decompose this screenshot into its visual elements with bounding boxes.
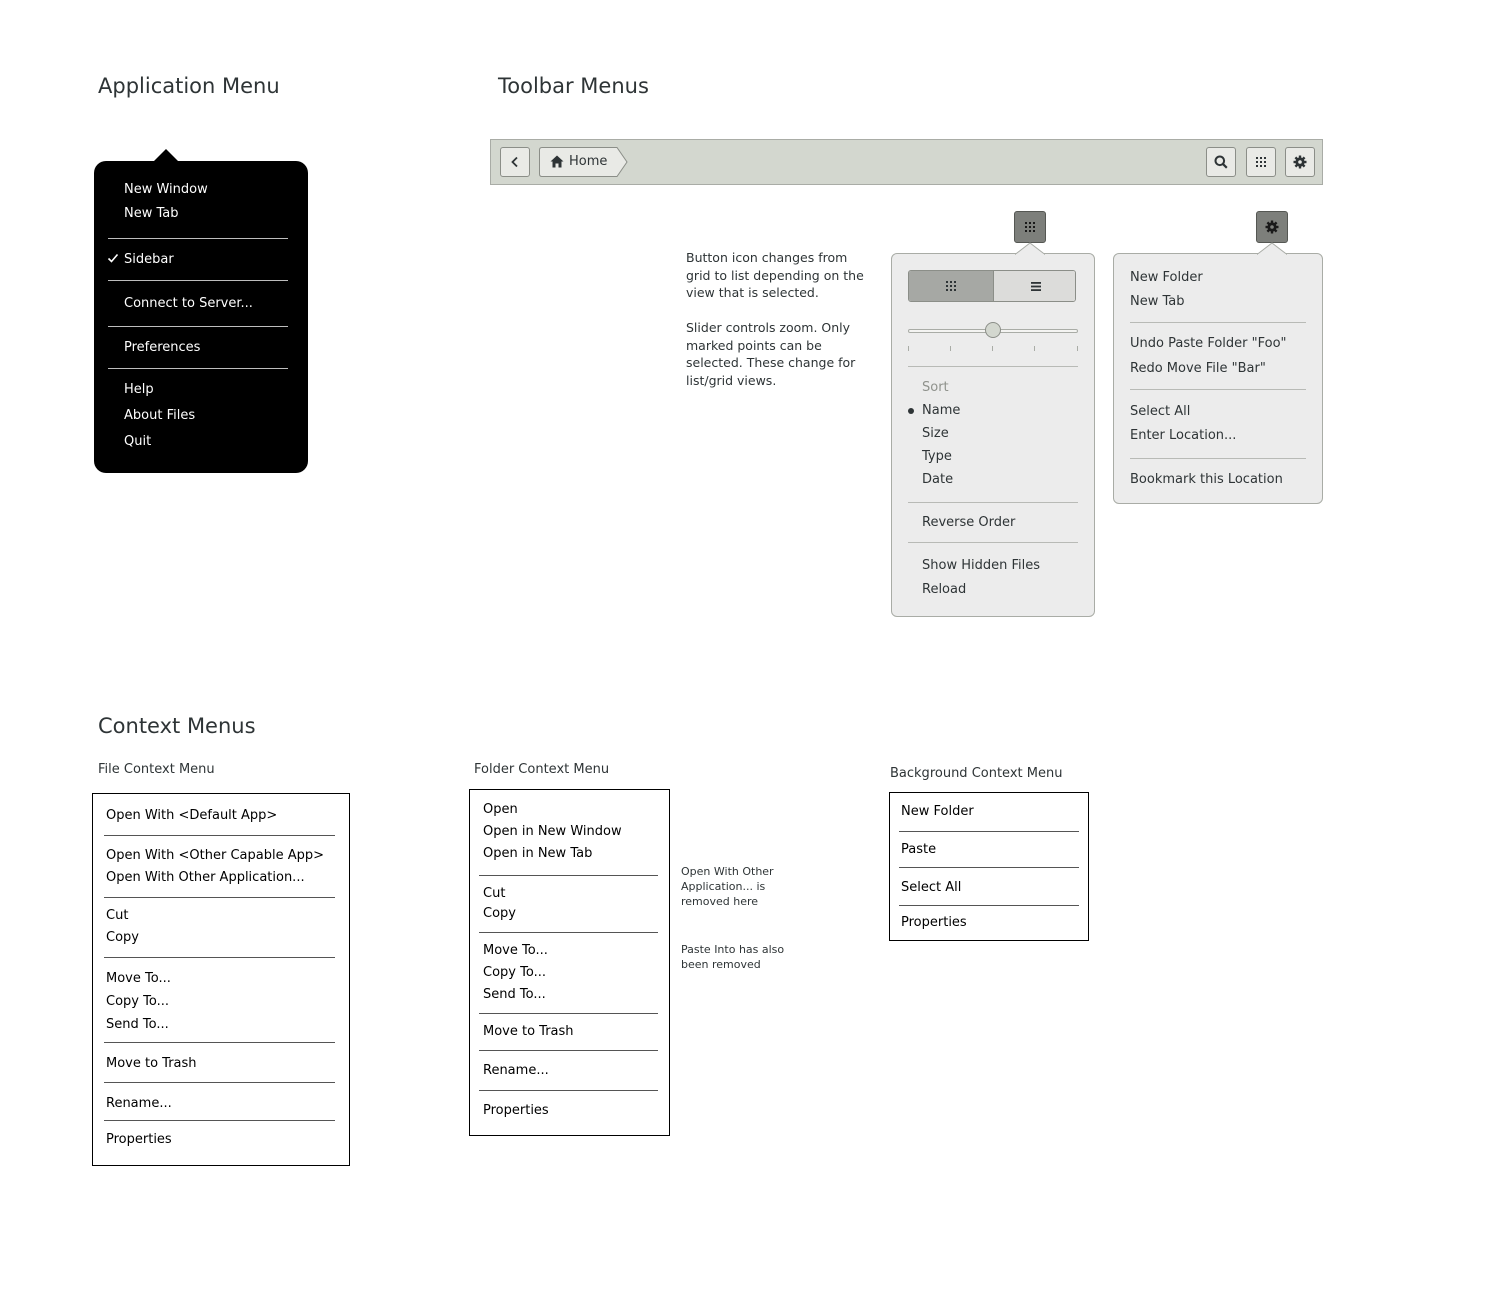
reload-item[interactable]: Reload: [922, 582, 967, 597]
sort-by-type[interactable]: Type: [922, 449, 952, 464]
search-button[interactable]: [1206, 147, 1236, 177]
separator: [104, 1042, 335, 1043]
search-icon: [1214, 155, 1228, 169]
folder-item-open-new-tab[interactable]: Open in New Tab: [483, 846, 593, 861]
menu-item-sidebar[interactable]: Sidebar: [124, 252, 174, 267]
menu-item-about-files[interactable]: About Files: [124, 408, 196, 423]
folder-item-open-new-window[interactable]: Open in New Window: [483, 824, 622, 839]
separator: [899, 905, 1079, 906]
toolbar: [490, 139, 1323, 185]
file-context-menu: [92, 793, 350, 1166]
separator: [479, 932, 658, 933]
folder-item-copy[interactable]: Copy: [483, 906, 516, 921]
grid-icon: [945, 280, 957, 292]
gear-item-enter-location[interactable]: Enter Location...: [1130, 428, 1237, 443]
folder-item-rename[interactable]: Rename...: [483, 1063, 549, 1078]
file-item-open-other-app[interactable]: Open With Other Application...: [106, 870, 305, 885]
folder-note-paste-into: Paste Into has also been removed: [681, 943, 785, 971]
reverse-order-item[interactable]: Reverse Order: [922, 515, 1016, 530]
file-item-open-other-capable[interactable]: Open With <Other Capable App>: [106, 848, 324, 863]
file-context-menu-title: File Context Menu: [98, 762, 215, 777]
list-icon: [1030, 281, 1042, 292]
file-item-copy[interactable]: Copy: [106, 930, 139, 945]
separator: [1130, 389, 1306, 390]
gear-item-new-folder[interactable]: New Folder: [1130, 270, 1203, 285]
menu-item-help[interactable]: Help: [124, 382, 154, 397]
file-item-send-to[interactable]: Send To...: [106, 1017, 169, 1032]
separator: [108, 280, 288, 281]
gear-item-redo[interactable]: Redo Move File "Bar": [1130, 361, 1266, 376]
radio-selected-icon: [908, 408, 914, 414]
gear-icon: [1265, 220, 1279, 234]
folder-item-move-to-trash[interactable]: Move to Trash: [483, 1024, 574, 1039]
application-menu: [94, 161, 308, 473]
separator: [104, 835, 335, 836]
view-mode-toggle: [908, 270, 1076, 302]
separator: [899, 867, 1079, 868]
gear-item-undo[interactable]: Undo Paste Folder "Foo": [1130, 336, 1287, 351]
separator: [899, 831, 1079, 832]
separator: [108, 368, 288, 369]
separator: [908, 542, 1078, 543]
slider-tick: [908, 346, 909, 351]
menu-item-connect-to-server[interactable]: Connect to Server...: [124, 296, 253, 311]
sort-by-size[interactable]: Size: [922, 426, 949, 441]
background-item-select-all[interactable]: Select All: [901, 880, 962, 895]
menu-item-new-tab[interactable]: New Tab: [124, 206, 179, 221]
gear-menu-popover: [1113, 253, 1323, 504]
file-item-move-to[interactable]: Move To...: [106, 971, 171, 986]
background-item-paste[interactable]: Paste: [901, 842, 937, 857]
separator: [1130, 458, 1306, 459]
view-menu-popover: [891, 253, 1095, 617]
check-icon: [107, 252, 119, 268]
background-context-menu: [889, 792, 1089, 941]
zoom-slider[interactable]: [908, 320, 1078, 352]
folder-item-cut[interactable]: Cut: [483, 886, 506, 901]
folder-note-open-with: Open With Other Application... is removed here: [681, 865, 774, 908]
separator: [908, 502, 1078, 503]
grid-view-button[interactable]: [909, 271, 993, 301]
gear-item-select-all[interactable]: Select All: [1130, 404, 1191, 419]
sort-heading: Sort: [922, 380, 949, 395]
toolbar-menus-heading: Toolbar Menus: [498, 74, 649, 98]
chevron-left-icon: [509, 156, 521, 168]
file-item-open-default[interactable]: Open With <Default App>: [106, 808, 278, 823]
sort-by-date[interactable]: Date: [922, 472, 954, 487]
view-menu-button-active[interactable]: [1014, 211, 1046, 243]
back-button[interactable]: [500, 147, 530, 177]
list-view-button[interactable]: [993, 271, 1076, 301]
grid-icon: [1255, 156, 1267, 168]
folder-item-properties[interactable]: Properties: [483, 1103, 549, 1118]
show-hidden-files-item[interactable]: Show Hidden Files: [922, 558, 1040, 573]
menu-item-quit[interactable]: Quit: [124, 434, 152, 449]
file-item-move-to-trash[interactable]: Move to Trash: [106, 1056, 197, 1071]
slider-tick: [1077, 346, 1078, 351]
gear-popover-pointer: [1257, 242, 1287, 255]
folder-item-open[interactable]: Open: [483, 802, 518, 817]
folder-context-menu: [469, 789, 670, 1136]
gear-icon: [1293, 155, 1307, 169]
view-popover-pointer: [1015, 242, 1045, 255]
background-item-new-folder[interactable]: New Folder: [901, 804, 974, 819]
menu-item-preferences[interactable]: Preferences: [124, 340, 201, 355]
slider-tick: [1034, 346, 1035, 351]
home-icon: [550, 155, 564, 168]
folder-context-menu-title: Folder Context Menu: [474, 762, 610, 777]
gear-menu-button[interactable]: [1285, 147, 1315, 177]
background-context-menu-title: Background Context Menu: [890, 766, 1063, 781]
file-item-cut[interactable]: Cut: [106, 908, 129, 923]
menu-item-new-window[interactable]: New Window: [124, 182, 208, 197]
separator: [104, 957, 335, 958]
folder-item-copy-to[interactable]: Copy To...: [483, 965, 546, 980]
separator: [104, 1120, 335, 1121]
separator: [1130, 322, 1306, 323]
application-menu-heading: Application Menu: [98, 74, 280, 98]
separator: [104, 897, 335, 898]
separator: [104, 1082, 335, 1083]
gear-menu-button-active[interactable]: [1256, 211, 1288, 243]
file-item-properties[interactable]: Properties: [106, 1132, 172, 1147]
slider-tick: [992, 346, 993, 351]
folder-item-send-to[interactable]: Send To...: [483, 987, 546, 1002]
view-menu-button[interactable]: [1246, 147, 1276, 177]
view-note-slider: Slider controls zoom. Only marked points can be selected. These change for list/grid views.: [686, 320, 856, 388]
separator: [479, 875, 658, 876]
file-item-rename[interactable]: Rename...: [106, 1096, 172, 1111]
context-menus-heading: Context Menus: [98, 714, 256, 738]
slider-handle[interactable]: [985, 322, 1001, 338]
grid-icon: [1024, 221, 1036, 233]
separator: [108, 238, 288, 239]
folder-item-move-to[interactable]: Move To...: [483, 943, 548, 958]
background-item-properties[interactable]: Properties: [901, 915, 967, 930]
gear-item-new-tab[interactable]: New Tab: [1130, 294, 1185, 309]
gear-item-bookmark-location[interactable]: Bookmark this Location: [1130, 472, 1283, 487]
view-note-icon-change: Button icon changes from grid to list depending on the view that is selected.: [686, 250, 864, 300]
file-item-copy-to[interactable]: Copy To...: [106, 994, 169, 1009]
separator: [479, 1013, 658, 1014]
separator: [908, 366, 1078, 367]
slider-tick: [950, 346, 951, 351]
breadcrumb-home-button[interactable]: [539, 147, 617, 177]
breadcrumb-home-label: Home: [569, 154, 608, 169]
sort-by-name[interactable]: Name: [922, 403, 961, 418]
separator: [479, 1050, 658, 1051]
separator: [108, 326, 288, 327]
separator: [479, 1090, 658, 1091]
